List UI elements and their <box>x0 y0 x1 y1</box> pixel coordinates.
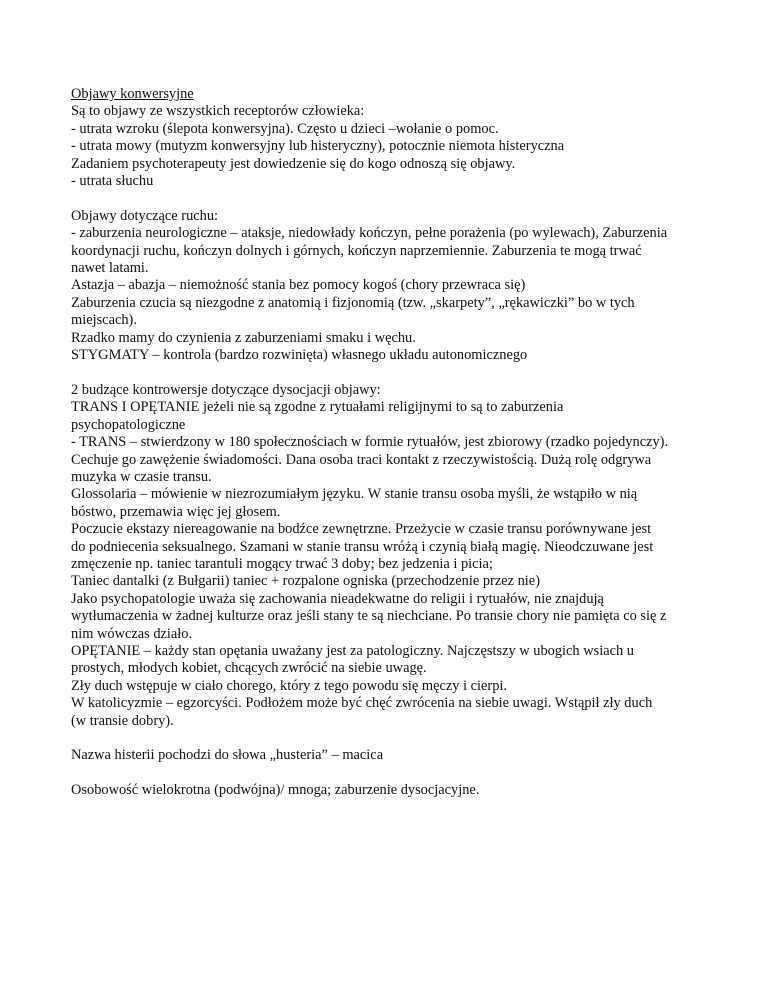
text-line: Osobowość wielokrotna (podwójna)/ mnoga; zaburzenie dysocjacyjne. <box>71 782 480 799</box>
text-line: - utrata wzroku (ślepota konwersyjna). Często u dzieci –wołanie o pomoc. <box>71 120 499 137</box>
paragraph-gap <box>71 730 701 747</box>
text-line: - utrata mowy (mutyzm konwersyjny lub histeryczny), potocznie niemota histeryczna <box>71 138 565 155</box>
paragraph-gap <box>71 364 701 381</box>
text-line: Glossolaria – mówienie w niezrozumiałym języku. W stanie transu osoba myśli, że wstąpiło w nią <box>71 486 638 503</box>
text-line: Nazwa histerii pochodzi do słowa „husteria” – macica <box>71 747 384 764</box>
paragraph-gap <box>71 765 701 782</box>
text-line: Astazja – abazja – niemożność stania bez pomocy kogoś (chory przewraca się) <box>71 277 526 294</box>
text-line: Rzadko mamy do czynienia z zaburzeniami smaku i węchu. <box>71 329 416 346</box>
text-line: nim wówczas działo. <box>71 625 193 642</box>
text-line: wytłumaczenia w żadnej kulturze oraz jeśli stany te są niechciane. Po transie chory nie pamięta co się z <box>71 608 667 625</box>
text-line: miejscach). <box>71 312 137 329</box>
text-line: Objawy dotyczące ruchu: <box>71 207 219 224</box>
section-dissociation <box>71 382 701 730</box>
text-line: koordynacji ruchu, kończyn dolnych i górnych, kończyn naprzemiennie. Zaburzenia te mogą trwać <box>71 242 642 259</box>
text-line: Taniec dantalki (z Bułgarii) taniec + rozpalone ogniska (przechodzenie przez nie) <box>71 573 540 590</box>
text-line: Jako psychopatologie uważa się zachowania nieadekwatne do religii i rytuałów, nie znajdują <box>71 590 604 607</box>
text-line: prostych, młodych kobiet, chcących zwrócić na siebie uwagę. <box>71 660 427 677</box>
text-line: Zadaniem psychoterapeuty jest dowiedzenie się do kogo odnoszą się objawy. <box>71 155 516 172</box>
section-hysteria-etymology <box>71 747 701 764</box>
text-line: STYGMATY – kontrola (bardzo rozwinięta) własnego układu autonomicznego <box>71 347 528 364</box>
section-motor-symptoms <box>71 208 701 365</box>
text-line: OPĘTANIE – każdy stan opętania uważany jest za patologiczny. Najczęstszy w ubogich wsiach u <box>71 642 634 659</box>
text-line: Poczucie ekstazy niereagowanie na bodźce zewnętrzne. Przeżycie w czasie transu porównywane jest <box>71 521 652 538</box>
section-title: Objawy konwersyjne <box>71 86 194 102</box>
text-line: Są to objawy ze wszystkich receptorów człowieka: <box>71 103 365 120</box>
text-line: W katolicyzmie – egzorcyści. Podłożem może być chęć zwrócenia na siebie uwagi. Wstąpił zły duch <box>71 695 653 712</box>
paragraph-gap <box>71 190 701 207</box>
text-line: Cechuje go zawężenie świadomości. Dana osoba traci kontakt z rzeczywistością. Dużą rolę odgrywa <box>71 451 652 468</box>
text-line: TRANS I OPĘTANIE jeżeli nie są zgodne z rytuałami religijnymi to są to zaburzenia <box>71 399 564 416</box>
text-line: - TRANS – stwierdzony w 180 społecznościach w formie rytuałów, jest zbiorowy (rzadko pojedynczy). <box>71 434 669 451</box>
text-line: psychopatologiczne <box>71 416 186 433</box>
text-line: - zaburzenia neurologiczne – ataksje, niedowłady kończyn, pełne porażenia (po wylewach), Zaburzenia <box>71 225 668 242</box>
section-multiple-personality <box>71 782 701 799</box>
text-line: Zły duch wstępuje w ciało chorego, który z tego powodu się męczy i cierpi. <box>71 677 507 694</box>
text-line: Zaburzenia czucia są niezgodne z anatomią i fizjonomią (tzw. „skarpety”, „rękawiczki” bo w tych <box>71 294 635 311</box>
text-line: do podniecenia seksualnego. Szamani w stanie transu wróżą i czynią białą magię. Nieodczuwane jest <box>71 538 654 555</box>
text-line: zmęczenie np. taniec tarantuli mogący trwać 3 doby; bez jedzenia i picia; <box>71 555 493 572</box>
text-line: bóstwo, przemawia więc jej głosem. <box>71 503 281 520</box>
text-line: 2 budzące kontrowersje dotyczące dysocjacji objawy: <box>71 381 381 398</box>
section-conversion-symptoms <box>71 86 701 190</box>
document-page <box>71 86 701 800</box>
text-line: (w transie dobry). <box>71 712 174 729</box>
text-line: nawet latami. <box>71 260 149 277</box>
text-line: muzyka w czasie transu. <box>71 468 212 485</box>
text-line: - utrata słuchu <box>71 173 154 190</box>
